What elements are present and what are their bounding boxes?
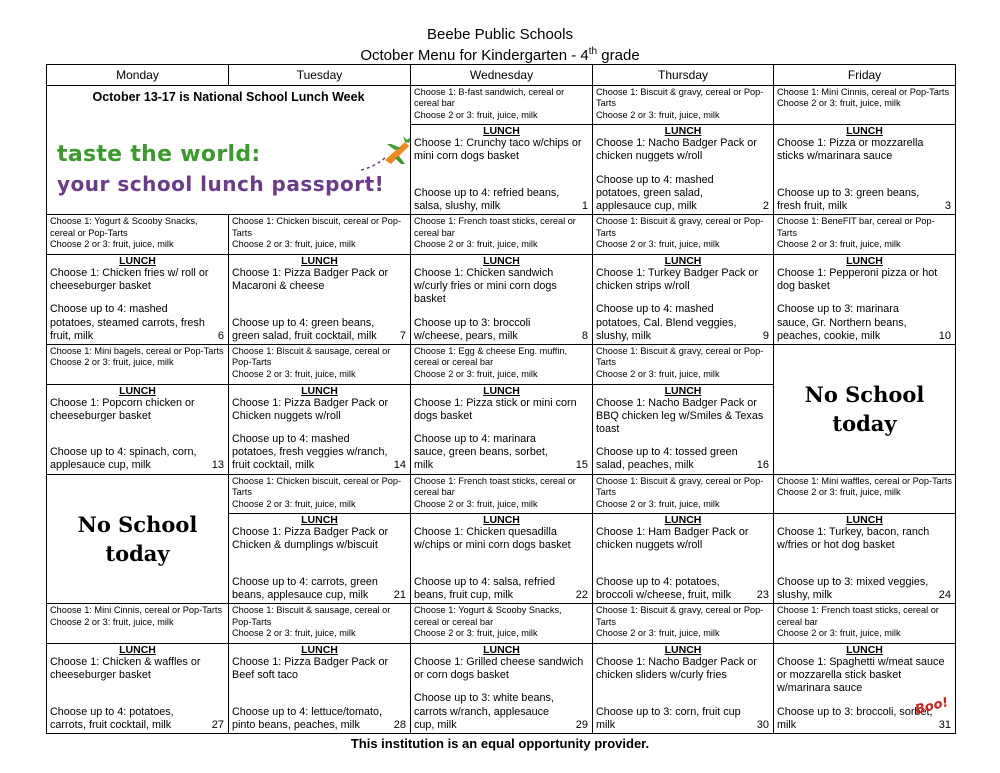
lunch-cell-tuesday — [229, 514, 411, 604]
lunch-side-choices: Choose up to 4: mashed potatoes, fresh veggies w/ranch, fruit cocktail, milk — [232, 432, 388, 472]
lunch-cell-thursday — [593, 514, 774, 604]
breakfast-choice-2: Choose 2 or 3: fruit, juice, milk — [50, 239, 174, 250]
no-school-line-1: No School — [804, 382, 925, 408]
lunch-heading: LUNCH — [664, 125, 702, 138]
day-number: 9 — [762, 329, 769, 342]
breakfast-choice-1: Choose 1: Chicken biscuit, cereal or Pop-Tarts — [232, 475, 402, 498]
breakfast-choice-2: Choose 2 or 3: fruit, juice, milk — [777, 239, 901, 250]
day-number: 28 — [393, 718, 406, 731]
breakfast-choice-1: Choose 1: Mini Cinnis, cereal or Pop-Tarts — [50, 605, 223, 616]
lunch-cell-wednesday — [411, 254, 593, 344]
lunch-side-choices: Choose up to 3: broccoli, sorbet, milk — [777, 705, 933, 731]
lunch-heading: LUNCH — [664, 643, 702, 656]
lunch-cell-wednesday — [411, 384, 593, 474]
breakfast-choice-2: Choose 2 or 3: fruit, juice, milk — [414, 498, 538, 509]
breakfast-choice-1: Choose 1: Mini Cinnis, cereal or Pop-Tarts — [777, 86, 950, 97]
day-number: 23 — [756, 589, 769, 602]
lunch-side-choices: Choose up to 4: potatoes, carrots, fruit cocktail, milk — [50, 705, 174, 731]
lunch-heading: LUNCH — [483, 125, 520, 138]
lunch-main-choice: Choose 1: Turkey Badger Pack or chicken strips w/roll — [596, 266, 759, 293]
lunch-cell-thursday — [593, 254, 774, 344]
breakfast-choice-1: Choose 1: French toast sticks, cereal or cereal bar — [414, 475, 576, 498]
lunch-cell-friday — [774, 514, 956, 604]
breakfast-cell-thursday — [593, 85, 774, 125]
lunch-cell-friday — [774, 254, 956, 344]
lunch-cell-wednesday — [411, 125, 593, 215]
lunch-main-choice: Choose 1: Chicken fries w/ roll or cheeseburger basket — [50, 266, 209, 293]
lunch-week-feature-cell — [47, 85, 411, 215]
lunch-main-choice: Choose 1: Pizza Badger Pack or Beef soft taco — [232, 655, 389, 682]
breakfast-choice-2: Choose 2 or 3: fruit, juice, milk — [232, 239, 356, 250]
breakfast-choice-2: Choose 2 or 3: fruit, juice, milk — [50, 357, 174, 368]
breakfast-row — [47, 474, 956, 514]
lunch-main-choice: Choose 1: Grilled cheese sandwich or corn dogs basket — [414, 655, 584, 682]
lunch-side-choices: Choose up to 4: mashed potatoes, steamed carrots, fresh fruit, milk — [50, 303, 205, 342]
lunch-cell-wednesday — [411, 514, 593, 604]
lunch-heading: LUNCH — [483, 384, 520, 397]
lunch-heading: LUNCH — [664, 254, 702, 267]
no-school-cell-monday — [47, 474, 229, 604]
breakfast-choice-2: Choose 2 or 3: fruit, juice, milk — [414, 239, 538, 250]
lunch-main-choice: Choose 1: Chicken sandwich w/curly fries or mini corn dogs basket — [414, 266, 557, 306]
lunch-main-choice: Choose 1: Pizza Badger Pack or Chicken nuggets w/roll — [232, 396, 389, 422]
breakfast-cell-tuesday — [229, 474, 411, 514]
lunch-heading: LUNCH — [664, 514, 702, 527]
lunch-cell-thursday — [593, 384, 774, 474]
lunch-heading: LUNCH — [846, 514, 883, 527]
lunch-main-choice: Choose 1: Pizza Badger Pack or Chicken & dumplings w/biscuit — [232, 526, 389, 552]
lunch-main-choice: Choose 1: Nacho Badger Pack or chicken sliders w/curly fries — [596, 655, 757, 682]
breakfast-choice-2: Choose 2 or 3: fruit, juice, milk — [596, 628, 720, 639]
lunch-cell-monday — [47, 384, 229, 474]
day-number: 15 — [575, 459, 588, 472]
breakfast-cell-thursday — [593, 604, 774, 644]
lunch-main-choice: Choose 1: Crunchy taco w/chips or mini corn dogs basket — [414, 137, 582, 163]
lunch-main-choice: Choose 1: Pizza stick or mini corn dogs basket — [414, 396, 577, 422]
lunch-heading: LUNCH — [119, 384, 156, 397]
lunch-heading: LUNCH — [664, 384, 702, 397]
breakfast-choice-2: Choose 2 or 3: fruit, juice, milk — [414, 368, 538, 379]
lunch-side-choices: Choose up to 4: spinach, corn, applesauce cup, milk — [50, 446, 197, 472]
breakfast-choice-1: Choose 1: Yogurt & Scooby Snacks, cereal or cereal bar — [414, 605, 562, 627]
day-number: 14 — [393, 459, 406, 472]
day-number: 24 — [938, 589, 951, 602]
breakfast-choice-2: Choose 2 or 3: fruit, juice, milk — [596, 239, 720, 250]
lunch-side-choices: Choose up to 4: carrots, green beans, applesauce cup, milk — [232, 575, 378, 602]
day-number: 10 — [938, 329, 951, 342]
lunch-heading: LUNCH — [846, 254, 883, 267]
breakfast-choice-2: Choose 2 or 3: fruit, juice, milk — [777, 628, 901, 639]
breakfast-choice-1: Choose 1: Biscuit & gravy, cereal or Pop-Tarts — [596, 216, 764, 238]
breakfast-cell-monday — [47, 215, 229, 255]
lunch-cell-tuesday — [229, 643, 411, 733]
lunch-heading: LUNCH — [119, 254, 156, 267]
day-number: 22 — [575, 589, 588, 602]
breakfast-cell-tuesday — [229, 215, 411, 255]
lunch-cell-monday — [47, 254, 229, 344]
breakfast-cell-friday — [774, 215, 956, 255]
breakfast-choice-1: Choose 1: Chicken biscuit, cereal or Pop-Tarts — [232, 216, 402, 238]
breakfast-choice-2: Choose 2 or 3: fruit, juice, milk — [232, 498, 356, 509]
no-school-line-2: today — [105, 540, 170, 566]
breakfast-cell-thursday — [593, 215, 774, 255]
breakfast-choice-1: Choose 1: Biscuit & gravy, cereal or Pop-Tarts — [596, 605, 764, 627]
lunch-main-choice: Choose 1: Turkey, bacon, ranch w/fries or hot dog basket — [777, 526, 930, 552]
lunch-heading: LUNCH — [301, 254, 338, 267]
breakfast-choice-1: Choose 1: Biscuit & sausage, cereal or Pop-Tarts — [232, 345, 391, 368]
breakfast-cell-wednesday — [411, 474, 593, 514]
lunch-cell-tuesday — [229, 254, 411, 344]
no-school-cell-friday — [774, 344, 956, 474]
breakfast-cell-friday — [774, 474, 956, 514]
equal-opportunity-footer: This institution is an equal opportunity provider. — [350, 736, 650, 751]
weekday-friday: Friday — [774, 65, 956, 86]
breakfast-choice-2: Choose 2 or 3: fruit, juice, milk — [232, 368, 356, 379]
lunch-main-choice: Choose 1: Pepperoni pizza or hot dog basket — [777, 266, 938, 293]
menu-calendar — [46, 64, 956, 734]
menu-title — [0, 43, 1000, 65]
lunch-cell-friday — [774, 125, 956, 215]
no-school-line-2: today — [832, 411, 897, 437]
day-number: 16 — [756, 459, 769, 472]
lunch-heading: LUNCH — [119, 643, 156, 656]
lunch-side-choices: Choose up to 4: refried beans, salsa, slushy, milk — [414, 186, 560, 213]
lunch-side-choices: Choose up to 4: potatoes, broccoli w/cheese, fruit, milk — [596, 575, 732, 602]
day-number: 13 — [211, 459, 224, 472]
day-number: 29 — [575, 718, 588, 731]
passport-line-1: taste the world: — [57, 141, 261, 167]
breakfast-choice-2: Choose 2 or 3: fruit, juice, milk — [414, 628, 538, 639]
breakfast-row — [47, 215, 956, 255]
breakfast-choice-1: Choose 1: Mini waffles, cereal or Pop-Tarts — [777, 475, 952, 486]
day-number: 27 — [211, 718, 224, 731]
lunch-cell-monday — [47, 643, 229, 733]
lunch-heading: LUNCH — [483, 643, 520, 656]
lunch-heading: LUNCH — [846, 125, 883, 138]
breakfast-cell-friday — [774, 85, 956, 125]
school-name: Beebe Public Schools — [427, 26, 573, 43]
lunch-cell-tuesday — [229, 384, 411, 474]
day-number: 1 — [581, 200, 588, 213]
breakfast-choice-1: Choose 1: B-fast sandwich, cereal or cereal bar — [414, 86, 565, 109]
breakfast-cell-wednesday — [411, 215, 593, 255]
lunch-cell-wednesday — [411, 643, 593, 733]
breakfast-cell-wednesday — [411, 344, 593, 384]
breakfast-choice-2: Choose 2 or 3: fruit, juice, milk — [596, 368, 720, 379]
no-school-text — [50, 510, 225, 568]
lunch-side-choices: Choose up to 4: marinara sauce, green beans, sorbet, milk — [414, 432, 548, 472]
menu-title-main: October Menu for Kindergarten - 4 — [360, 47, 589, 64]
breakfast-row — [47, 604, 956, 644]
lunch-side-choices: Choose up to 3: white beans, carrots w/ranch, applesauce cup, milk — [414, 692, 554, 731]
lunch-side-choices: Choose up to 3: marinara sauce, Gr. Northern beans, peaches, cookie, milk — [777, 303, 907, 342]
lunch-week-notice: October 13-17 is National School Lunch Week — [92, 89, 365, 104]
breakfast-choice-2: Choose 2 or 3: fruit, juice, milk — [232, 628, 356, 639]
lunch-side-choices: Choose up to 3: mixed veggies, slushy, milk — [777, 575, 929, 602]
breakfast-cell-tuesday — [229, 604, 411, 644]
menu-title-end: grade — [597, 47, 640, 64]
no-school-line-1: No School — [77, 511, 198, 537]
breakfast-choice-1: Choose 1: Biscuit & gravy, cereal or Pop-Tarts — [596, 345, 764, 368]
breakfast-choice-1: Choose 1: Biscuit & gravy, cereal or Pop-Tarts — [596, 475, 764, 498]
lunch-side-choices: Choose up to 4: green beans, green salad, fruit cocktail, milk — [232, 316, 377, 342]
lunch-heading: LUNCH — [483, 254, 520, 267]
day-number: 7 — [399, 329, 406, 342]
boo-sticker: Boo! — [913, 694, 951, 718]
lunch-main-choice: Choose 1: Nacho Badger Pack or chicken nuggets w/roll — [596, 137, 757, 163]
day-number: 3 — [944, 200, 951, 213]
lunch-main-choice: Choose 1: Nacho Badger Pack or BBQ chicken leg w/Smiles & Texas toast — [596, 396, 764, 435]
breakfast-choice-2: Choose 2 or 3: fruit, juice, milk — [596, 109, 720, 120]
lunch-side-choices: Choose up to 3: green beans, fresh fruit, milk — [777, 186, 920, 213]
weekday-thursday: Thursday — [593, 65, 774, 86]
lunch-side-choices: Choose up to 4: lettuce/tomato, pinto beans, peaches, milk — [232, 705, 383, 731]
lunch-main-choice: Choose 1: Pizza Badger Pack or Macaroni & cheese — [232, 266, 389, 293]
breakfast-choice-1: Choose 1: BeneFIT bar, cereal or Pop-Tarts — [777, 216, 935, 238]
breakfast-choice-2: Choose 2 or 3: fruit, juice, milk — [414, 109, 538, 120]
breakfast-choice-1: Choose 1: Biscuit & gravy, cereal or Pop-Tarts — [596, 86, 764, 109]
lunch-row — [47, 254, 956, 344]
breakfast-choice-1: Choose 1: French toast sticks, cereal or cereal bar — [777, 605, 939, 627]
no-school-text — [777, 380, 952, 438]
lunch-side-choices: Choose up to 3: corn, fruit cup milk — [596, 705, 741, 731]
lunch-side-choices: Choose up to 4: tossed green salad, peaches, milk — [596, 446, 738, 472]
breakfast-cell-monday — [47, 344, 229, 384]
lunch-cell-thursday — [593, 125, 774, 215]
breakfast-choice-1: Choose 1: Biscuit & sausage, cereal or Pop-Tarts — [232, 605, 391, 627]
breakfast-cell-wednesday — [411, 85, 593, 125]
breakfast-choice-1: Choose 1: Mini bagels, cereal or Pop-Tarts — [50, 345, 224, 356]
lunch-side-choices: Choose up to 3: broccoli w/cheese, pears, milk — [414, 316, 531, 342]
lunch-main-choice: Choose 1: Popcorn chicken or cheeseburger basket — [50, 396, 195, 422]
day-number: 8 — [581, 329, 588, 342]
breakfast-cell-wednesday — [411, 604, 593, 644]
lunch-heading: LUNCH — [846, 643, 883, 656]
passport-line-2: your school lunch passport! — [57, 171, 385, 196]
lunch-heading: LUNCH — [301, 384, 338, 397]
breakfast-cell-thursday — [593, 344, 774, 384]
lunch-cell-thursday — [593, 643, 774, 733]
lunch-heading: LUNCH — [301, 643, 338, 656]
day-number: 31 — [938, 718, 951, 731]
airplane-carrot-icon — [357, 136, 411, 176]
breakfast-cell-friday — [774, 604, 956, 644]
weekday-monday: Monday — [47, 65, 229, 86]
day-number: 30 — [756, 718, 769, 731]
breakfast-cell-thursday — [593, 474, 774, 514]
weekday-header-row — [47, 65, 956, 86]
menu-title-superscript: th — [588, 46, 598, 57]
lunch-side-choices: Choose up to 4: mashed potatoes, Cal. Blend veggies, slushy, milk — [596, 303, 737, 342]
lunch-main-choice: Choose 1: Ham Badger Pack or chicken nuggets w/roll — [596, 526, 749, 552]
breakfast-choice-1: Choose 1: Egg & cheese Eng. muffin, cereal or cereal bar — [414, 345, 568, 368]
lunch-main-choice: Choose 1: Pizza or mozzarella sticks w/marinara sauce — [777, 137, 924, 163]
breakfast-row — [47, 85, 956, 125]
breakfast-cell-monday — [47, 604, 229, 644]
lunch-heading: LUNCH — [301, 514, 338, 527]
lunch-side-choices: Choose up to 4: salsa, refried beans, fruit cup, milk — [414, 575, 556, 602]
breakfast-choice-1: Choose 1: French toast sticks, cereal or cereal bar — [414, 216, 576, 238]
weekday-tuesday: Tuesday — [229, 65, 411, 86]
breakfast-cell-tuesday — [229, 344, 411, 384]
breakfast-choice-2: Choose 2 or 3: fruit, juice, milk — [777, 98, 901, 109]
day-number: 6 — [217, 329, 224, 342]
lunch-side-choices: Choose up to 4: mashed potatoes, green salad, applesauce cup, milk — [596, 173, 714, 213]
breakfast-choice-2: Choose 2 or 3: fruit, juice, milk — [50, 616, 174, 627]
day-number: 2 — [762, 200, 769, 213]
lunch-cell-friday — [774, 643, 956, 733]
lunch-main-choice: Choose 1: Chicken quesadilla w/chips or mini corn dogs basket — [414, 526, 571, 552]
lunch-main-choice: Choose 1: Chicken & waffles or cheeseburger basket — [50, 655, 201, 682]
day-number: 21 — [393, 589, 406, 602]
lunch-heading: LUNCH — [483, 514, 520, 527]
lunch-main-choice: Choose 1: Spaghetti w/meat sauce or mozzarella stick basket w/marinara sauce — [777, 655, 945, 695]
lunch-passport-logo — [57, 136, 411, 211]
breakfast-row — [47, 344, 956, 384]
breakfast-choice-1: Choose 1: Yogurt & Scooby Snacks, cereal or Pop-Tarts — [50, 216, 198, 238]
weekday-wednesday: Wednesday — [411, 65, 593, 86]
breakfast-choice-2: Choose 2 or 3: fruit, juice, milk — [777, 487, 901, 498]
lunch-row — [47, 643, 956, 733]
breakfast-choice-2: Choose 2 or 3: fruit, juice, milk — [596, 498, 720, 509]
